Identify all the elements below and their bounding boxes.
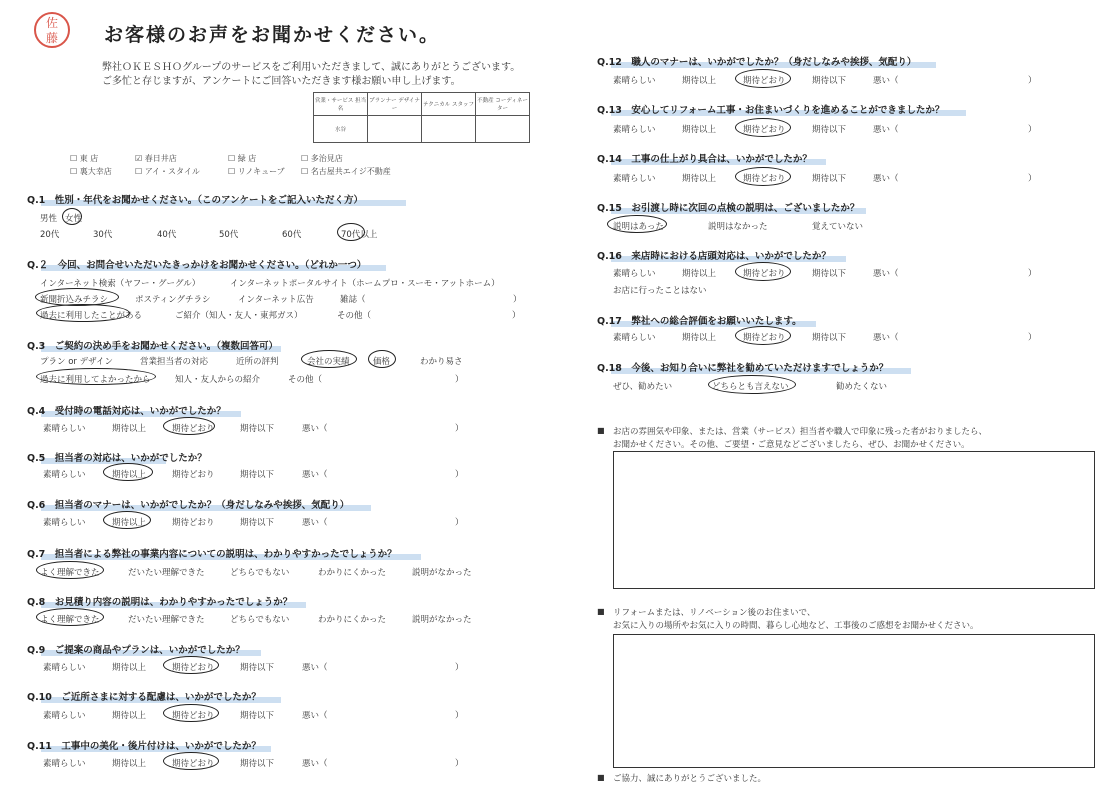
answer-option[interactable]: 近所の評判 [236, 357, 279, 367]
question-label: Q.9 ご提案の商品やプランは、いかがでしたか？ [27, 645, 245, 656]
answer-option[interactable]: 50代 [219, 230, 239, 240]
question-label: Q.12 職人のマナーは、いかがでしたか？（身だしなみや挨拶、気配り） [597, 57, 917, 68]
answer-option[interactable]: プラン or デザイン [40, 357, 114, 367]
answer-option[interactable]: 過去に利用したことがある [40, 311, 143, 321]
staff-cell [368, 116, 422, 143]
answer-option[interactable]: 過去に利用してよかったから [40, 375, 151, 385]
answer-option[interactable]: 素晴らしい [613, 76, 656, 86]
selected-answer-circle [163, 656, 219, 674]
answer-option[interactable]: 悪い（ [302, 711, 328, 721]
store-label: 裏大幸店 [79, 167, 112, 176]
answer-option[interactable]: 期待どおり [172, 711, 215, 721]
answer-option[interactable]: その他（ [288, 375, 323, 385]
answer-option[interactable]: わかりにくかった [318, 615, 387, 625]
answer-option[interactable]: 素晴らしい [43, 424, 86, 434]
question-label: Q.18 今後、お知り合いに弊社を勧めていただけますでしょうか？ [597, 363, 889, 374]
store-label: 緑 店 [237, 154, 257, 163]
answer-option[interactable]: 期待以下 [240, 470, 275, 480]
answer-option[interactable]: 期待以上 [112, 663, 147, 673]
staff-header-cell: 不動産 コーディネーター [476, 93, 530, 116]
checkbox-icon[interactable]: ☐ [70, 154, 78, 163]
answer-option[interactable]: 20代 [40, 230, 60, 240]
answer-option[interactable]: 期待以上 [112, 518, 147, 528]
answer-option[interactable]: 勧めたくない [836, 382, 888, 392]
answer-option[interactable]: ぜひ、勧めたい [613, 382, 673, 392]
answer-option[interactable]: 期待どおり [743, 174, 786, 184]
answer-option[interactable]: どちらでもない [230, 568, 290, 578]
selected-answer-circle [735, 167, 791, 186]
answer-option[interactable]: だいたい理解できた [128, 568, 205, 578]
question-label: Q.4 受付時の電話対応は、いかがでしたか？ [27, 406, 226, 417]
selected-answer-circle [103, 463, 153, 481]
answer-option[interactable]: ） [1028, 269, 1037, 279]
answer-option[interactable]: ） [512, 311, 521, 321]
question-label: Q.5 担当者の対応は、いかがでしたか？ [27, 453, 207, 464]
answer-option[interactable]: 期待以上 [112, 711, 147, 721]
answer-option[interactable]: ） [455, 711, 464, 721]
store-checkbox[interactable] [228, 153, 256, 164]
comment-prompt: お聞かせください。その他、ご要望・ご意見などございましたら、ぜひ、お聞かせください。 [613, 440, 970, 450]
answer-option[interactable]: 期待以下 [812, 333, 847, 343]
question-label: Q.14 工事の仕上がり具合は、いかがでしたか？ [597, 154, 812, 165]
answer-option[interactable]: 悪い（ [302, 759, 328, 769]
answer-option[interactable]: ） [455, 424, 464, 434]
answer-option[interactable]: お店に行ったことはない [613, 286, 707, 296]
answer-option[interactable]: 期待どおり [172, 759, 215, 769]
answer-option[interactable]: ポスティングチラシ [135, 295, 211, 305]
question-label: Q.6 担当者のマナーは、いかがでしたか？（身だしなみや挨拶、気配り） [27, 500, 350, 511]
seal-char: 藤 [45, 31, 58, 45]
question-label: Q.17 弊社への総合評価をお願いいたします。 [597, 316, 802, 327]
answer-option[interactable]: ） [455, 518, 464, 528]
answer-option[interactable]: インターネットポータルサイト（ホームプロ・スーモ・アットホーム） [230, 279, 500, 289]
answer-option[interactable]: その他（ [337, 311, 372, 321]
answer-option[interactable]: 30代 [93, 230, 113, 240]
store-checkbox[interactable] [70, 166, 112, 177]
question-label: Q.13 安心してリフォーム工事・お住まいづくりを進めることができましたか？ [597, 105, 945, 116]
bullet-square: ■ [597, 607, 605, 616]
selected-answer-circle [735, 326, 791, 345]
answer-option[interactable]: 期待以下 [812, 174, 847, 184]
question-label: Q.3 ご契約の決め手をお聞かせください。（複数回答可） [27, 341, 279, 352]
answer-option[interactable]: 期待以上 [112, 470, 147, 480]
answer-option[interactable]: 営業担当者の対応 [140, 357, 209, 367]
answer-option[interactable]: 期待以上 [682, 125, 717, 135]
answer-option[interactable]: 期待以上 [682, 174, 717, 184]
answer-option[interactable]: 素晴らしい [43, 663, 86, 673]
answer-option[interactable]: 期待以上 [682, 269, 717, 279]
answer-option[interactable]: 素晴らしい [613, 269, 656, 279]
closing-message: ご協力、誠にありがとうございました。 [613, 774, 767, 784]
answer-option[interactable]: ） [455, 470, 464, 480]
staff-table [313, 92, 530, 143]
answer-option[interactable]: 男性 [40, 214, 58, 224]
question-label: Q.8 お見積り内容の説明は、わかりやすかったでしょうか？ [27, 597, 293, 608]
selected-answer-circle [607, 215, 667, 233]
store-label: 東 店 [79, 154, 99, 163]
answer-option[interactable]: 価格 [373, 357, 391, 367]
selected-answer-circle [36, 608, 104, 626]
selected-answer-circle [103, 511, 151, 529]
answer-option[interactable]: 期待どおり [743, 76, 786, 86]
answer-option[interactable]: 説明がなかった [412, 568, 472, 578]
comment-box-impressions[interactable] [613, 451, 1095, 589]
answer-option[interactable]: 期待以上 [682, 333, 717, 343]
answer-option[interactable]: 悪い（ [302, 424, 328, 434]
comment-prompt: お気に入りの場所やお気に入りの時間、暮らし心地など、工事後のご感想をお聞かせください。 [613, 621, 979, 631]
checkbox-icon[interactable]: ☐ [228, 167, 236, 176]
answer-option[interactable]: よく理解できた [40, 615, 100, 625]
answer-option[interactable]: 女性 [65, 214, 83, 224]
answer-option[interactable]: よく理解できた [40, 568, 100, 578]
checkbox-icon[interactable]: ☐ [301, 167, 309, 176]
answer-option[interactable]: 悪い（ [873, 76, 899, 86]
answer-option[interactable]: 期待以上 [682, 76, 717, 86]
bullet-square: ■ [597, 426, 605, 435]
answer-option[interactable]: 悪い（ [302, 470, 328, 480]
answer-option[interactable]: 素晴らしい [43, 518, 86, 528]
store-label: アイ・スタイル [144, 167, 200, 176]
answer-option[interactable]: 期待どおり [743, 269, 786, 279]
answer-option[interactable]: ） [1028, 174, 1037, 184]
question-label: Q.２ 今回、お問合せいただいたきっかけをお聞かせください。（どれか一つ） [27, 260, 367, 271]
answer-option[interactable]: 期待以下 [812, 76, 847, 86]
answer-option[interactable]: ） [1028, 125, 1037, 135]
selected-answer-circle [36, 304, 130, 322]
page-title: お客様のお声をお聞かせください。 [104, 24, 441, 46]
answer-option[interactable]: 期待以上 [112, 759, 147, 769]
selected-answer-circle [368, 350, 396, 368]
answer-option[interactable]: 雑誌（ [340, 295, 366, 305]
store-checkbox[interactable] [70, 153, 98, 164]
selected-answer-circle [163, 704, 219, 722]
answer-option[interactable]: 60代 [282, 230, 302, 240]
checkbox-icon[interactable]: ☐ [70, 167, 78, 176]
answer-option[interactable]: ） [1028, 333, 1037, 343]
answer-option[interactable]: 期待以下 [812, 125, 847, 135]
bullet-square: ■ [597, 773, 605, 782]
selected-answer-circle [36, 561, 104, 579]
intro-line: 弊社ＯＫＥＳＨＯグループのサービスをご利用いただきまして、誠にありがとうございます。 [102, 62, 521, 73]
seal-stamp [34, 12, 70, 48]
selected-answer-circle [337, 223, 365, 241]
question-label: Q.10 ご近所さまに対する配慮は、いかがでしたか？ [27, 692, 261, 703]
answer-option[interactable]: わかりにくかった [318, 568, 387, 578]
answer-option[interactable]: 悪い（ [873, 125, 899, 135]
store-checkbox[interactable] [135, 153, 177, 164]
answer-option[interactable]: どちらとも言えない [712, 382, 789, 392]
answer-option[interactable]: インターネット検索（ヤフー・グーグル） [40, 279, 201, 289]
staff-cell [422, 116, 476, 143]
answer-option[interactable]: ） [455, 759, 464, 769]
comment-box-after-renovation[interactable] [613, 634, 1095, 768]
answer-option[interactable]: 期待以下 [240, 759, 275, 769]
store-label: 春日井店 [144, 154, 177, 163]
checkbox-icon[interactable]: ☑ [135, 154, 143, 163]
selected-answer-circle [735, 69, 791, 88]
answer-option[interactable]: 40代 [157, 230, 177, 240]
answer-option[interactable]: 素晴らしい [43, 711, 86, 721]
selected-answer-circle [301, 350, 357, 368]
store-label: リノキューブ [237, 167, 285, 176]
answer-option[interactable]: 期待どおり [172, 663, 215, 673]
answer-option[interactable]: 素晴らしい [613, 333, 656, 343]
answer-option[interactable]: 覚えていない [812, 222, 864, 232]
store-checkbox[interactable] [135, 166, 200, 177]
answer-option[interactable]: 期待どおり [172, 518, 215, 528]
answer-option[interactable]: 新聞折込みチラシ [40, 295, 109, 305]
selected-answer-circle [163, 417, 215, 435]
answer-option[interactable]: わかり易さ [420, 357, 463, 367]
answer-option[interactable]: 悪い（ [302, 663, 328, 673]
store-label: 名古屋共エイジ不動産 [310, 167, 391, 176]
selected-answer-circle [735, 118, 791, 137]
selected-answer-circle [735, 262, 791, 281]
answer-option[interactable]: ご紹介（知人・友人・東邦ガス） [175, 311, 303, 321]
answer-option[interactable]: 素晴らしい [43, 470, 86, 480]
store-checkbox[interactable] [228, 166, 285, 177]
question-label: Q.15 お引渡し時に次回の点検の説明は、ございましたか？ [597, 203, 860, 214]
answer-option[interactable]: 期待以上 [112, 424, 147, 434]
answer-option[interactable]: 期待どおり [172, 470, 215, 480]
question-label: Q.16 来店時における店頭対応は、いかがでしたか？ [597, 251, 831, 262]
answer-option[interactable]: 知人・友人からの紹介 [175, 375, 261, 385]
selected-answer-circle [36, 368, 156, 385]
answer-option[interactable]: 期待どおり [172, 424, 215, 434]
answer-option[interactable]: 期待以下 [240, 518, 275, 528]
staff-header-cell: テクニカル スタッフ [422, 93, 476, 116]
checkbox-icon[interactable]: ☐ [135, 167, 143, 176]
selected-answer-circle [163, 752, 219, 770]
answer-option[interactable]: 期待どおり [743, 333, 786, 343]
answer-option[interactable]: 70代以上 [341, 230, 378, 240]
answer-option[interactable]: ） [455, 375, 464, 385]
selected-answer-circle [708, 375, 796, 394]
answer-option[interactable]: 期待以下 [240, 424, 275, 434]
answer-option[interactable]: 期待以下 [240, 663, 275, 673]
answer-option[interactable]: 悪い（ [302, 518, 328, 528]
answer-option[interactable]: ） [513, 295, 522, 305]
answer-option[interactable]: 素晴らしい [613, 125, 656, 135]
answer-option[interactable]: 期待どおり [743, 125, 786, 135]
seal-char: 佐 [45, 16, 58, 30]
comment-prompt: お店の雰囲気や印象、または、営業（サービス）担当者や職人で印象に残った者がおりましたら、 [613, 427, 988, 437]
answer-option[interactable]: インターネット広告 [238, 295, 314, 305]
answer-option[interactable]: どちらでもない [230, 615, 290, 625]
answer-option[interactable]: だいたい理解できた [128, 615, 205, 625]
checkbox-icon[interactable]: ☐ [228, 154, 236, 163]
answer-option[interactable]: ） [455, 663, 464, 673]
answer-option[interactable]: 期待以下 [240, 711, 275, 721]
comment-prompt: リフォームまたは、リノベーション後のお住まいで、 [613, 608, 816, 618]
staff-cell [476, 116, 530, 143]
answer-option[interactable]: 説明がなかった [412, 615, 472, 625]
answer-option[interactable]: 説明はなかった [708, 222, 768, 232]
answer-option[interactable]: ） [1028, 76, 1037, 86]
answer-option[interactable]: 悪い（ [873, 174, 899, 184]
staff-header-cell: 営業・サービス 担当名 [314, 93, 368, 116]
question-label: Q.1 性別・年代をお聞かせください。（このアンケートをご記入いただく方） [27, 195, 363, 206]
answer-option[interactable]: 素晴らしい [43, 759, 86, 769]
question-label: Q.11 工事中の美化・後片付けは、いかがでしたか？ [27, 741, 261, 752]
question-label: Q.7 担当者による弊社の事業内容についての説明は、わかりやすかったでしょうか？ [27, 549, 397, 560]
intro-line: ご多忙と存じますが、アンケートにご回答いただきます様お願い申し上げます。 [102, 76, 461, 87]
store-checkbox[interactable] [301, 153, 343, 164]
answer-option[interactable]: 期待以下 [812, 269, 847, 279]
store-checkbox[interactable] [301, 166, 391, 177]
handwritten-staff-name: 水谷 [314, 116, 368, 143]
store-label: 多治見店 [310, 154, 343, 163]
answer-option[interactable]: 説明はあった [613, 222, 664, 232]
selected-answer-circle [62, 208, 82, 225]
answer-option[interactable]: 悪い（ [873, 333, 899, 343]
checkbox-icon[interactable]: ☐ [301, 154, 309, 163]
answer-option[interactable]: 悪い（ [873, 269, 899, 279]
answer-option[interactable]: 会社の実績 [307, 357, 350, 367]
staff-header-cell: プランナー デザイナー [368, 93, 422, 116]
answer-option[interactable]: 素晴らしい [613, 174, 656, 184]
